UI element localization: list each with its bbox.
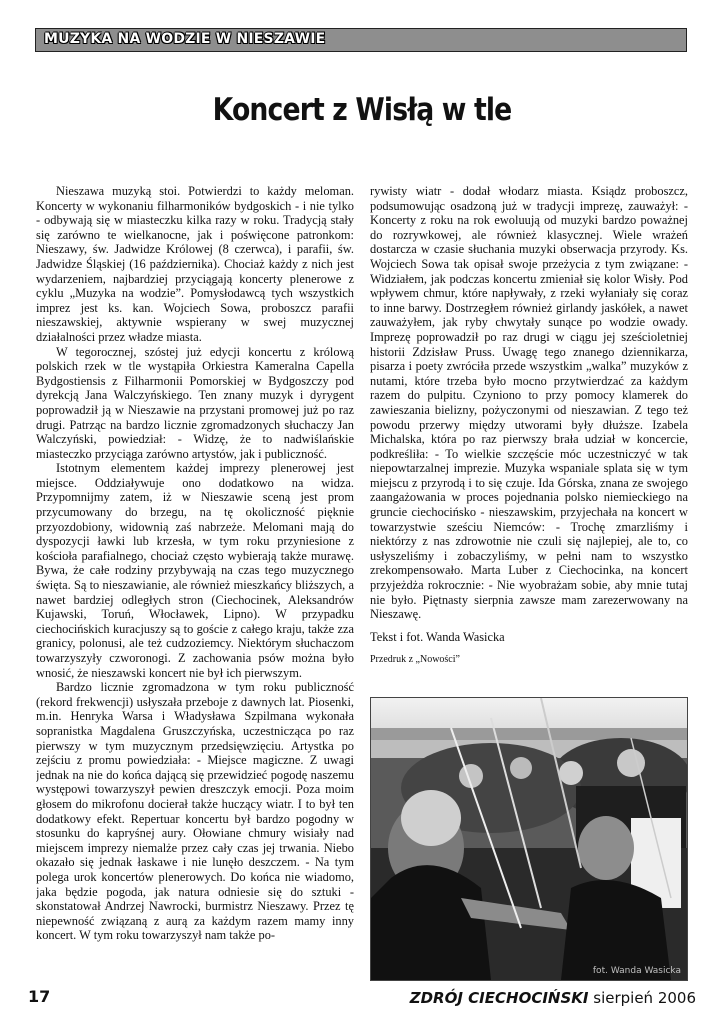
article-paragraph: W tegorocznej, szóstej już edycji koncertu z królową polskich rzek w tle wystąpiła Orkiestra Kameralna Capella Bydgostiensis z Filharmonii Pomorskiej w Bydgoszczy pod dyrekcją Jana Walczyńskiego. Ten znany muzyk i dyrygent poprowadził ją w Nieszawie na przystani promowej już po raz drugi. Patrząc na bardzo licznie zgromadzonych słuchaczy Jan Walczyński, powiedział: - Widzę, że to nadwiślańskie miasteczko przyciąga zarówno artystów, jak i publiczność. [36,344,354,461]
orchestra-photo [370,697,688,981]
article-paragraph: Istotnym elementem każdej imprezy plenerowej jest miejsce. Oddziaływuje ono dodatkowo na widza. Przypomnijmy zatem, iż w Nieszawie sceną jest prom przycumowany do brzegu, na tę okoliczność pięknie przyozdobiony, widownią zaś nabrzeże. Melomani mają do dyspozycji ławki lub krzesła, w tym roku przyniesione z kościoła parafialnego, chociaż często wybierają także murawę. Bywa, że całe rodziny przybywają na czas tego muzycznego święta. Są to nieszawianie, ale również mieszkańcy bliższych, a nawet bardziej odległych stron (Ciechocinek, Aleksandrów Kujawski, Toruń, Włocławek, Lipno). W przypadku ciechocińskich kuracjuszy są to goście z całego kraju, także zza granicy, polonusi, ale też cudzoziemcy. Niektórym słuchaczom towarzyszyły czworonogi. Z zachowania psów można było wnosić, że nieszawski koncert nie był ich pierwszym. [36,461,354,680]
article-column-right [370,184,688,666]
reprint-note: Przedruk z „Nowości” [370,654,460,666]
section-banner-title: MUZYKA NA WODZIE W NIESZAWIE [44,31,326,47]
section-banner [35,28,687,52]
publication-date: sierpień 2006 [593,989,696,1007]
photo-credit: fot. Wanda Wasicka [592,966,681,976]
article-headline: Koncert z Wisłą w tle [212,92,512,128]
author-credit: Tekst i fot. Wanda Wasicka [370,629,505,644]
footer-publication [410,989,696,1007]
article-paragraph: rywisty wiatr - dodał włodarz miasta. Ksiądz proboszcz, podsumowując osadzoną już w tradycji imprezę, zauważył: - Koncerty z roku na rok ewoluują od muzyki bardzo poważnej do rozrywkowej, ale również klasycznej. Wiele wrażeń dostarcza w czasie słuchania muzyki obserwacja przyrody. Ks. Wojciech Sowa tak opisał swoje przeżycia z tym związane: - Widziałem, jak podczas koncertu zmieniał się kolor Wisły. Pod wpływem chmur, które napływały, z rzeki wyłaniały się coraz to inne barwy. Dostrzegłem również girlandy jaskółek, a nawet zauważyłem, jak ryby chwytały sunące po wodzie owady. Imprezę poprowadził po raz drugi w ciągu jej sześcioletniej historii Zdzisław Pruss. Uwagę tego znanego dziennikarza, pisarza i poety zwróciła przede wszystkim „walka” muzyków z nutami, które trzeba było mocno przytwierdzać za każdym razem do pulpitu. Czyniono to przy pomocy klamerek do zawieszania bielizny, pożyczonymi od nieszawian. Z tego też powodu przerwy między utworami były dłuższe. Izabela Michalska, która po raz pierwszy brała udział w koncercie, podkreśliła: - To wielkie szczęście móc uczestniczyć w tak niepowtarzalnej imprezie. Muzyka wspaniale splata się w tym miejscu z przyrodą i to się czuje. Ida Górska, znana ze swojego zaangażowania w proces pojednania polsko niemieckiego na gruncie ciechocińsko - nieszawskim, przyjechała na koncert w towarzystwie sześciu Niemców: - Trochę zmarzliśmy i niektórzy z nas zdrowotnie nie czuli się najlepiej, ale to, co usłyszeliśmy i zobaczyliśmy, w pełni nam to wszystko zrekompensowało. Marta Luber z Ciechocinka, na koncert przyjeżdża rokrocznie: - Nie wyobrażam sobie, aby mnie tutaj nie było. Piętnasty sierpnia zawsze mam zarezerwowany na Nieszawę. [370,184,688,622]
article-paragraph: Bardzo licznie zgromadzona w tym roku publiczność (rekord frekwencji) usłyszała przeboje z dawnych lat. Piosenki, m.in. Henryka Warsa i Władysława Szpilmana wykonała sopranistka Magdalena Gruszczyńska, uczestnicząca po raz pierwszy w tym muzycznym przedsięwzięciu. Artystka po zejściu z promu powiedziała: - Miejsce magiczne. Z uwagi jednak na nie do końca dającą się przewidzieć pogodę naszemu występowi towarzyszył pewien dreszczyk emocji. Poza moim głosem do mikrofonu docierał także huczący wiatr. I to był ten dodatkowy efekt. Repertuar koncertu był bardzo pogodny w stosunku do kapryśnej aury. Ołowiane chmury wisiały nad miejscem imprezy niemalże przez cały czas jej trwania. Niebo okazało się jednak łaskawe i nie lunęło deszczem. - Na tym polega urok koncertów plenerowych. Do końca nie wiadomo, jaka będzie pogoda, jak natura odniesie się do sztuki - skonstatował Andrzej Nawrocki, burmistrz Nieszawy. Przez tę niepewność związaną z aurą za każdym razem mamy inny koncert. W tym roku towarzyszył nam także po- [36,680,354,943]
page-number: 17 [28,987,51,1006]
publication-name: ZDRÓJ CIECHOCIŃSKI [409,989,589,1007]
article-paragraph: Nieszawa muzyką stoi. Potwierdzi to każdy meloman. Koncerty w wykonaniu filharmoników bydgoskich - i nie tylko - odbywają się w miasteczku kilka razy w roku. Tradycją stały się zarówno te wielkanocne, jak i poświęcone patronkom: Nieszawy, św. Jadwidze Królowej (8 czerwca), i parafii, św. Jadwidze Śląskiej (16 października). Chociaż każdy z nich jest wydarzeniem, najbardziej przyciągają koncerty plenerowe z cyklu „Muzyka na wodzie”. Pomysłodawcą tych wszystkich imprez jest ks. kan. Wojciech Sowa, proboszcz parafii nieszawskiej, aktywnie wspierany w swej muzycznej działalności przez władze miasta. [36,184,354,344]
orchestra-photo-image [371,698,687,980]
article-column-left [36,184,354,981]
